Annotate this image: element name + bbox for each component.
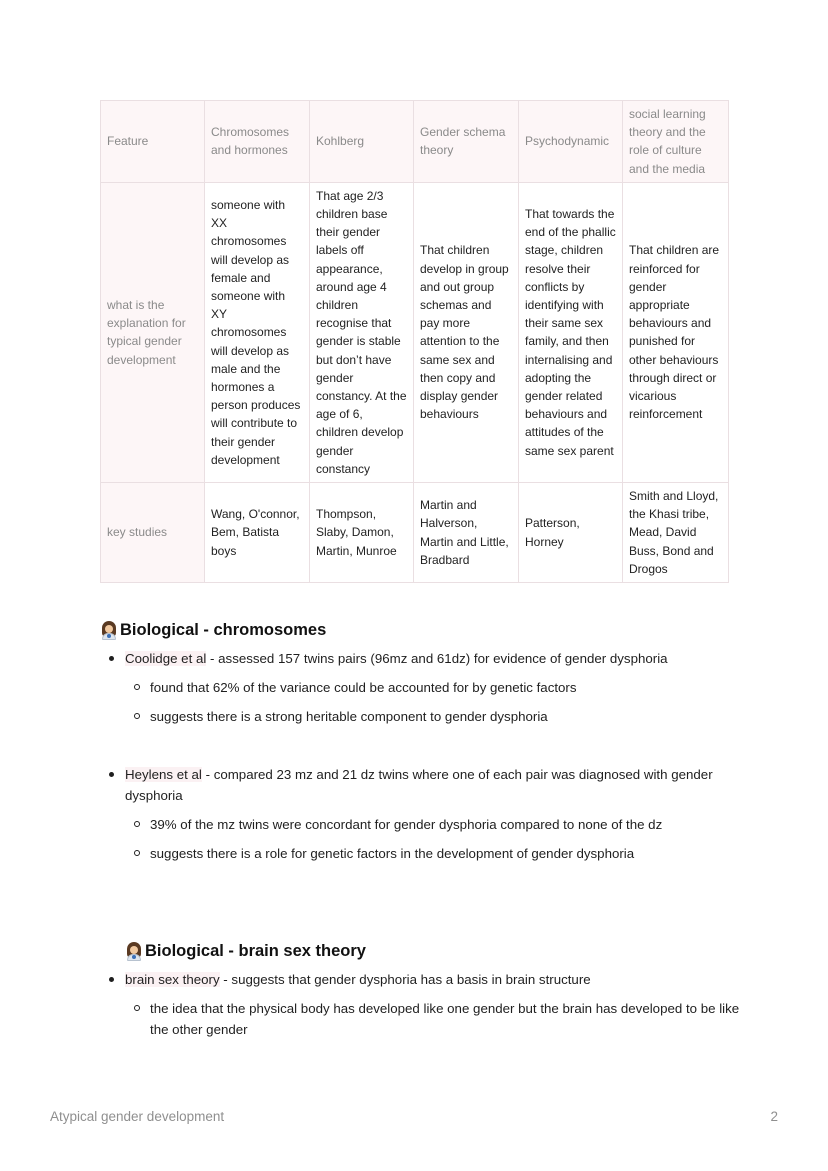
table-cell: Smith and Lloyd, the Khasi tribe, Mead, David Buss, Bond and Drogos xyxy=(623,483,729,583)
study-term: Coolidge et al xyxy=(125,651,207,666)
table-row-label: key studies xyxy=(101,483,205,583)
sub-list-item: suggests there is a role for genetic factors in the development of gender dysphoria xyxy=(125,843,740,864)
list-item-text: - assessed 157 twins pairs (96mz and 61dz) for evidence of gender dysphoria xyxy=(206,651,668,666)
bullet-list xyxy=(100,648,740,864)
table-cell: That children develop in group and out group schemas and pay more attention to the same sex and then copy and display gender behaviours xyxy=(414,182,519,482)
sub-list-item: 39% of the mz twins were concordant for gender dysphoria compared to none of the dz xyxy=(125,814,740,835)
table-header-cell: Chromosomes and hormones xyxy=(205,101,310,183)
table-cell: That children are reinforced for gender appropriate behaviours and punished for other behaviours through direct or vicarious reinforcement xyxy=(623,182,729,482)
section-heading-text: Biological - chromosomes xyxy=(120,620,327,639)
sub-list xyxy=(125,814,740,864)
bullet-list xyxy=(100,969,740,1040)
table-row-label: what is the explanation for typical gender development xyxy=(101,182,205,482)
sub-list-item: suggests there is a strong heritable component to gender dysphoria xyxy=(125,706,740,727)
list-item xyxy=(100,764,740,864)
section-heading xyxy=(100,620,740,640)
sub-list xyxy=(125,677,740,727)
sub-list-item: found that 62% of the variance could be accounted for by genetic factors xyxy=(125,677,740,698)
table-header-row xyxy=(101,101,729,183)
list-item-text: - suggests that gender dysphoria has a basis in brain structure xyxy=(219,972,591,987)
table-cell: Wang, O'connor, Bem, Batista boys xyxy=(205,483,310,583)
table-cell: someone with XX chromosomes will develop as female and someone with XY chromosomes will develop as male and the hormones a person produces will contribute to their gender development xyxy=(205,182,310,482)
section-heading-text: Biological - brain sex theory xyxy=(145,941,366,960)
table-header-cell: Feature xyxy=(101,101,205,183)
section-heading xyxy=(100,941,740,961)
health-worker-emoji-icon xyxy=(125,941,143,961)
list-item-text: - compared 23 mz and 21 dz twins where one of each pair was diagnosed with gender dysphoria xyxy=(125,767,713,803)
table-cell: Thompson, Slaby, Damon, Martin, Munroe xyxy=(310,483,414,583)
study-term: Heylens et al xyxy=(125,767,202,782)
table-cell: Patterson, Horney xyxy=(519,483,623,583)
table-cell: That age 2/3 children base their gender labels off appearance, around age 4 children recognise that gender is stable but don’t have gender constancy. At the age of 6, children develop gender constancy xyxy=(310,182,414,482)
page-number: 2 xyxy=(770,1109,778,1124)
section-brain-sex-theory xyxy=(100,941,740,1040)
section-chromosomes xyxy=(100,620,740,864)
sub-list-item: the idea that the physical body has developed like one gender but the brain has developed to be like the other gender xyxy=(125,998,740,1040)
study-term: brain sex theory xyxy=(125,972,220,987)
list-item xyxy=(100,969,740,1040)
list-item xyxy=(100,648,740,727)
table-row xyxy=(101,483,729,583)
health-worker-emoji-icon xyxy=(100,620,118,640)
table-header-cell: Gender schema theory xyxy=(414,101,519,183)
table-header-cell: Kohlberg xyxy=(310,101,414,183)
table-header-cell: social learning theory and the role of culture and the media xyxy=(623,101,729,183)
table-header-cell: Psychodynamic xyxy=(519,101,623,183)
comparison-table xyxy=(100,100,729,583)
footer-document-title: Atypical gender development xyxy=(50,1109,225,1124)
table-cell: Martin and Halverson, Martin and Little, Bradbard xyxy=(414,483,519,583)
table-row xyxy=(101,182,729,482)
table-cell: That towards the end of the phallic stage, children resolve their conflicts by identifying with their same sex family, and then internalising and adopting the gender related behaviours and attitudes of the same sex parent xyxy=(519,182,623,482)
sub-list xyxy=(125,998,740,1040)
